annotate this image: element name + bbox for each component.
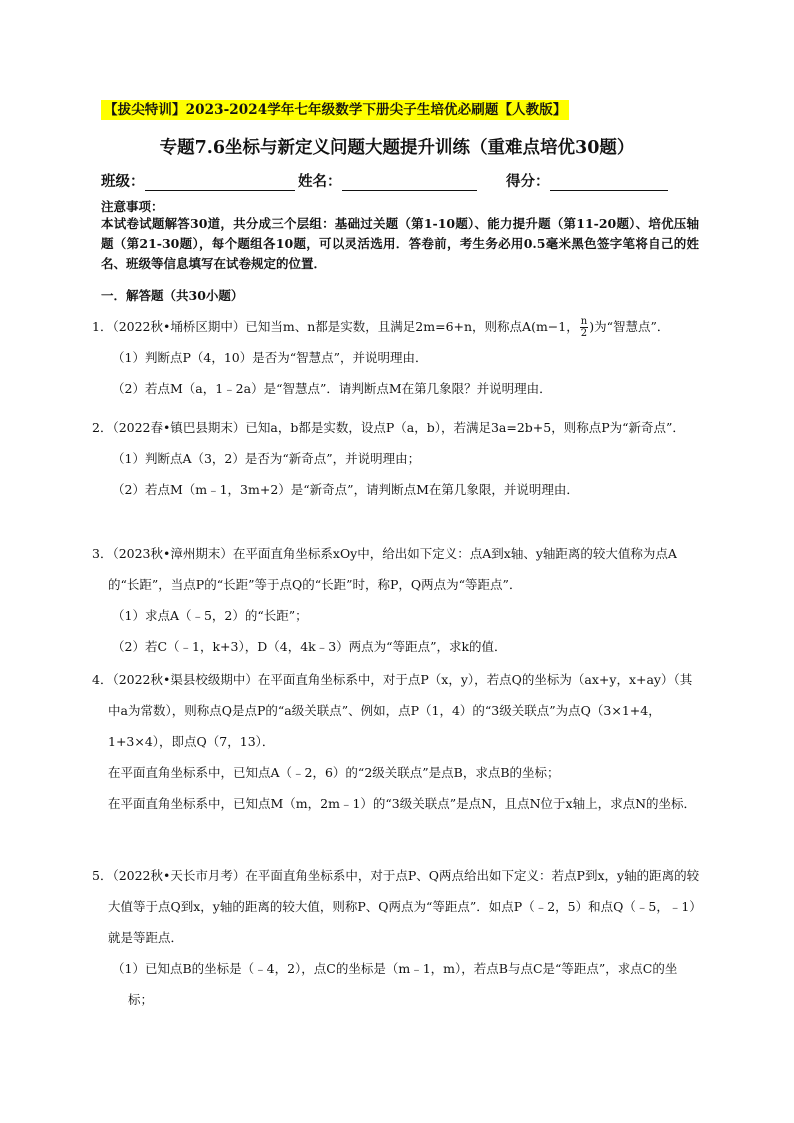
class-blank[interactable] (145, 175, 295, 191)
question-5 (92, 860, 702, 1015)
question-3-part-1: （1）求点A（﹣5，2）的“长距”； (112, 608, 308, 623)
name-label: 姓名： (298, 173, 342, 190)
question-3-part-2: （2）若C（﹣1，k+3），D（4，4k﹣3）两点为“等距点”，求k的值． (112, 639, 507, 654)
question-1-part-2: （2）若点M（a，1﹣2a）是“智慧点”．请判断点M在第几象限？并说明理由． (112, 381, 552, 396)
fraction-numerator: n (580, 316, 588, 327)
question-1-stem (92, 311, 702, 342)
question-2-part-1: （1）判断点A（3，2）是否为“新奇点”，并说明理由； (112, 451, 421, 466)
question-2 (92, 412, 702, 505)
name-field[interactable] (298, 170, 477, 191)
fraction-denominator: 2 (580, 328, 588, 339)
question-2-part-2: （2）若点M（m﹣1，3m+2）是“新奇点”，请判断点M在第几象限，并说明理由． (112, 482, 579, 497)
question-4-part-1: 在平面直角坐标系中，已知点A（﹣2，6）的“2级关联点”是点B，求点B的坐标； (108, 765, 560, 780)
class-label: 班级： (101, 173, 145, 190)
class-field[interactable] (101, 170, 295, 191)
question-2-stem: 2．（2022春•镇巴县期末）已知a，b都是实数，设点P（a，b），若满足3a=2b+5，则称点P为“新奇点”． (92, 420, 685, 435)
question-1-part-1: （1）判断点P（4，10）是否为“智慧点”，并说明理由． (112, 350, 428, 365)
score-label: 得分： (506, 173, 550, 190)
question-4-stem: 4．（2022秋•渠县校级期中）在平面直角坐标系中，对于点P（x，y），若点Q的坐标为（ax+y，x+ay）（其中a为常数），则称点Q是点P的“a级关联点”、例如，点P（1，4）的“3级关联点”为点Q（3×1+4，1+3×4），即点Q（7，13）． (92, 672, 693, 749)
question-4 (92, 664, 702, 819)
page-title: 专题7.6坐标与新定义问题大题提升训练（重难点培优30题） (159, 138, 635, 158)
notes-heading: 注意事项： (101, 199, 164, 214)
question-5-part-1: （1）已知点B的坐标是（﹣4，2），点C的坐标是（m﹣1，m），若点B与点C是“等距点”，求点C的坐标； (112, 961, 678, 1007)
question-3 (92, 538, 702, 662)
series-banner: 【拔尖特训】2023-2024学年七年级数学下册尖子生培优必刷题【人教版】 (101, 100, 569, 120)
question-5-stem: 5．（2022秋•天长市月考）在平面直角坐标系中，对于点P、Q两点给出如下定义：若点P到x，y轴的距离的较大值等于点Q到x，y轴的距离的较大值，则称P、Q两点为“等距点”．如点P（﹣2，5）和点Q（﹣5，﹣1）就是等距点． (92, 868, 702, 945)
student-info-row (101, 170, 701, 190)
question-1-stem-text: 1．（2022秋•埇桥区期中）已知当m、n都是实数，且满足2m=6+n，则称点A(m−1， (92, 319, 579, 334)
fraction-n-over-2 (580, 316, 588, 339)
name-blank[interactable] (342, 175, 477, 191)
question-1 (92, 311, 702, 404)
score-blank[interactable] (550, 175, 668, 191)
question-1-stem-end: )为“智慧点”． (589, 319, 670, 334)
question-3-stem: 3．（2023秋•漳州期末）在平面直角坐标系xOy中，给出如下定义：点A到x轴、y轴距离的较大值称为点A的“长距”，当点P的“长距”等于点Q的“长距”时，称P，Q两点为“等距点”． (92, 546, 677, 592)
notes-text: 本试卷试题解答30道，共分成三个层组：基础过关题（第1-10题）、能力提升题（第11-20题）、培优压轴题（第21-30题），每个题组各10题，可以灵活选用．答卷前，考生务必用0.5毫米黑色签字笔将自己的姓名、班级等信息填写在试卷规定的位置． (101, 216, 699, 271)
section-heading: 一．解答题（共30小题） (101, 288, 244, 303)
score-field[interactable] (506, 170, 668, 191)
question-4-part-2: 在平面直角坐标系中，已知点M（m，2m﹣1）的“3级关联点”是点N，且点N位于x轴上，求点N的坐标． (108, 796, 697, 811)
